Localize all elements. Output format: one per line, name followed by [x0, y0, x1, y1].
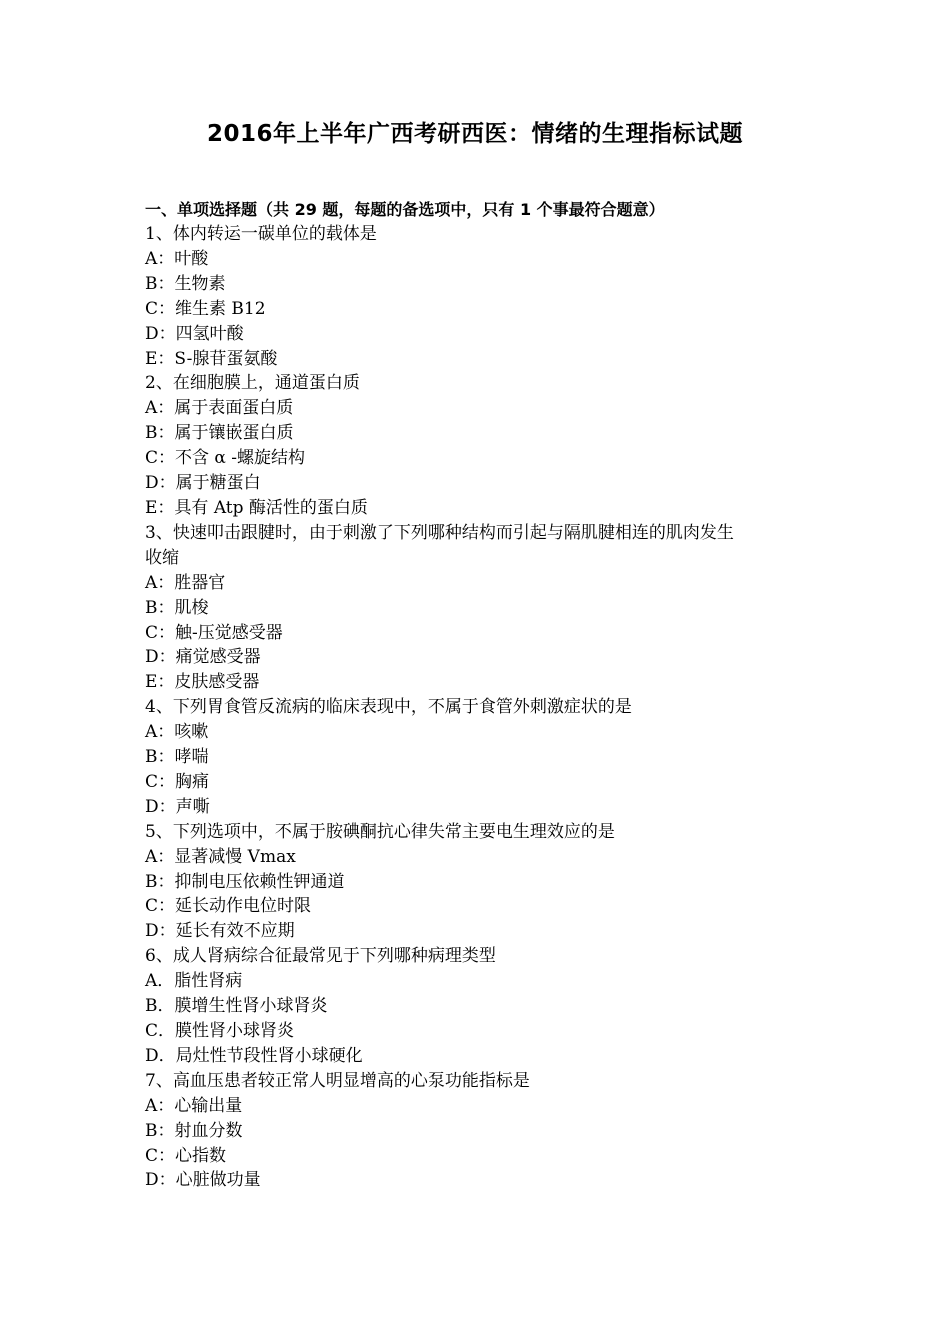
option-d: D：痛觉感受器: [145, 647, 261, 668]
option-c: C：不含 α -螺旋结构: [145, 448, 306, 469]
question-3: [145, 521, 815, 695]
option-a: A：咳嗽: [145, 722, 209, 743]
option-b: B：生物素: [145, 273, 226, 294]
question-stem: 1、体内转运一碳单位的载体是: [145, 224, 377, 244]
question-6: [145, 944, 815, 1069]
option-d: D：声嘶: [145, 796, 210, 817]
option-a: A：属于表面蛋白质: [145, 398, 294, 419]
option-a: A：胜器官: [145, 572, 226, 593]
question-stem: 2、在细胞膜上，通道蛋白质: [145, 373, 360, 394]
option-e: E：具有 Atp 酶活性的蛋白质: [145, 497, 368, 518]
question-stem: 4、下列胃食管反流病的临床表现中，不属于食管外刺激症状的是: [145, 697, 632, 718]
question-stem: 5、下列选项中，不属于胺碘酮抗心律失常主要电生理效应的是: [145, 821, 615, 842]
option-b: B：属于镶嵌蛋白质: [145, 423, 294, 444]
question-4: [145, 695, 815, 820]
option-b: B．膜增生性肾小球肾炎: [145, 996, 328, 1017]
option-a: A：心输出量: [145, 1095, 243, 1116]
option-a: A：显著减慢 Vmax: [145, 846, 296, 867]
document-body: [145, 197, 815, 1193]
question-1: [145, 222, 815, 371]
section-heading: 一、单项选择题（共 29 题，每题的备选项中，只有 1 个事最符合题意）: [145, 200, 665, 219]
option-b: B：射血分数: [145, 1120, 243, 1141]
option-d: D：心脏做功量: [145, 1170, 261, 1191]
option-b: B：肌梭: [145, 597, 209, 618]
question-stem-line-2: 收缩: [145, 547, 179, 568]
option-c: C：触-压觉感受器: [145, 622, 283, 643]
question-2: [145, 371, 815, 520]
option-b: B：抑制电压依赖性钾通道: [145, 871, 345, 892]
option-b: B：哮喘: [145, 747, 209, 768]
question-stem: 6、成人肾病综合征最常见于下列哪种病理类型: [145, 946, 496, 967]
option-c: C：心指数: [145, 1145, 227, 1166]
option-a: A．脂性肾病: [145, 971, 243, 992]
question-5: [145, 820, 815, 945]
option-c: C：延长动作电位时限: [145, 896, 312, 917]
option-a: A：叶酸: [145, 248, 209, 269]
question-7: [145, 1069, 815, 1194]
question-stem: 7、高血压患者较正常人明显增高的心泵功能指标是: [145, 1070, 530, 1091]
option-d: D：延长有效不应期: [145, 921, 295, 942]
option-c: C：胸痛: [145, 771, 210, 792]
option-e: E：S-腺苷蛋氨酸: [145, 348, 278, 369]
option-d: D：属于糖蛋白: [145, 473, 261, 494]
question-stem-line-1: 3、快速叩击跟腱时，由于刺激了下列哪种结构而引起与隔肌腱相连的肌肉发生: [145, 522, 734, 543]
option-d: D：四氢叶酸: [145, 323, 244, 344]
option-c: C．膜性肾小球肾炎: [145, 1021, 295, 1041]
option-c: C：维生素 B12: [145, 298, 266, 319]
document-title: 2016年上半年广西考研西医：情绪的生理指标试题: [206, 121, 743, 147]
option-d: D．局灶性节段性肾小球硬化: [145, 1045, 363, 1066]
option-e: E：皮肤感受器: [145, 672, 260, 693]
